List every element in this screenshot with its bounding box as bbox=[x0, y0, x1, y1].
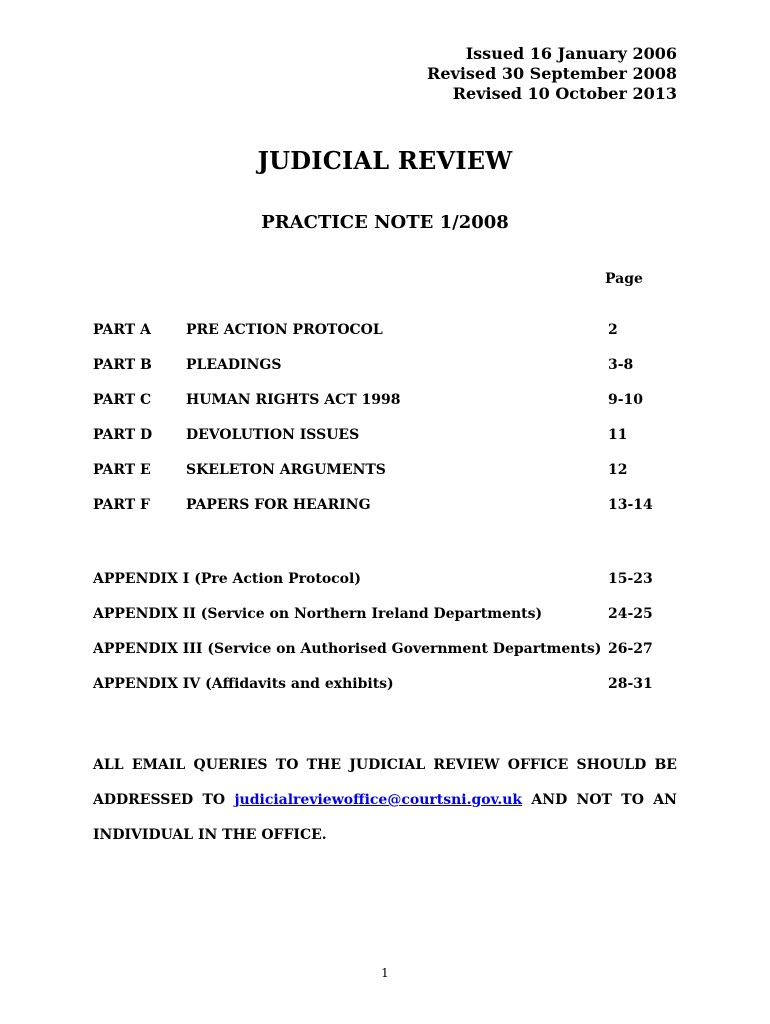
toc-row-part-c bbox=[93, 392, 653, 427]
toc-part-title: PRE ACTION PROTOCOL bbox=[186, 322, 383, 338]
toc-part-label: PART E bbox=[93, 462, 151, 478]
notice-word: JUDICIAL bbox=[349, 757, 426, 773]
appendix-title: APPENDIX II (Service on Northern Ireland Departments) bbox=[93, 606, 543, 622]
toc-part-label: PART B bbox=[93, 357, 152, 373]
notice-word: TO bbox=[275, 757, 299, 773]
toc-part-title: DEVOLUTION ISSUES bbox=[186, 427, 360, 443]
toc-row-part-b bbox=[93, 357, 653, 392]
notice-word: EMAIL bbox=[131, 757, 186, 773]
toc-page-number: 13-14 bbox=[608, 497, 653, 513]
notice-word: NOT bbox=[576, 792, 612, 808]
notice-word: TO bbox=[202, 792, 226, 808]
notice-line-3: INDIVIDUAL IN THE OFFICE. bbox=[93, 827, 327, 843]
notice-word: OFFICE bbox=[507, 757, 569, 773]
appendix-page-number: 24-25 bbox=[608, 606, 653, 622]
notice-word: REVIEW bbox=[433, 757, 500, 773]
toc-row-part-f bbox=[93, 497, 653, 532]
revised-date-2: Revised 10 October 2013 bbox=[452, 84, 677, 103]
appendix-row-3 bbox=[93, 641, 653, 676]
toc-row-part-e bbox=[93, 462, 653, 497]
issued-date: Issued 16 January 2006 bbox=[465, 44, 677, 63]
notice-line-2 bbox=[93, 783, 677, 818]
toc-part-title: HUMAN RIGHTS ACT 1998 bbox=[186, 392, 401, 408]
toc-part-title: PAPERS FOR HEARING bbox=[186, 497, 371, 513]
toc-part-label: PART C bbox=[93, 392, 152, 408]
appendix-page-number: 15-23 bbox=[608, 571, 653, 587]
toc-row-part-d bbox=[93, 427, 653, 462]
toc-page-number: 11 bbox=[608, 427, 628, 443]
notice-word: THE bbox=[306, 757, 341, 773]
notice-word: ALL bbox=[93, 757, 124, 773]
toc-page-number: 3-8 bbox=[608, 357, 634, 373]
notice-word: ADDRESSED bbox=[93, 792, 194, 808]
toc-part-label: PART D bbox=[93, 427, 153, 443]
toc-page-number: 12 bbox=[608, 462, 628, 478]
notice-word: TO bbox=[621, 792, 644, 808]
toc-page-number: 9-10 bbox=[608, 392, 644, 408]
revised-date-1: Revised 30 September 2008 bbox=[427, 64, 677, 83]
appendix-row-1 bbox=[93, 571, 653, 606]
notice-word: BE bbox=[654, 757, 677, 773]
notice-word: SHOULD bbox=[576, 757, 647, 773]
email-link[interactable]: judicialreviewoffice@courtsni.gov.uk bbox=[234, 792, 523, 808]
appendix-page-number: 28-31 bbox=[608, 676, 653, 692]
page-number: 1 bbox=[381, 966, 389, 980]
document-subtitle: PRACTICE NOTE 1/2008 bbox=[261, 212, 509, 233]
toc-part-title: SKELETON ARGUMENTS bbox=[186, 462, 386, 478]
toc-part-title: PLEADINGS bbox=[186, 357, 282, 373]
toc-page-number: 2 bbox=[608, 322, 618, 338]
notice-word: AND bbox=[531, 792, 568, 808]
appendix-title: APPENDIX I (Pre Action Protocol) bbox=[93, 571, 361, 587]
revision-history bbox=[427, 44, 677, 104]
table-of-contents bbox=[93, 322, 653, 532]
email-notice bbox=[93, 748, 677, 853]
appendix-row-2 bbox=[93, 606, 653, 641]
appendix-list bbox=[93, 571, 653, 711]
notice-word: QUERIES bbox=[193, 757, 268, 773]
notice-word: AN bbox=[653, 792, 677, 808]
notice-line-1 bbox=[93, 748, 677, 783]
appendix-title: APPENDIX IV (Affidavits and exhibits) bbox=[93, 676, 394, 692]
page-column-header: Page bbox=[605, 271, 643, 287]
document-title: JUDICIAL REVIEW bbox=[257, 146, 513, 175]
appendix-title: APPENDIX III (Service on Authorised Government Departments) bbox=[93, 641, 602, 657]
appendix-row-4 bbox=[93, 676, 653, 711]
toc-part-label: PART A bbox=[93, 322, 151, 338]
toc-part-label: PART F bbox=[93, 497, 150, 513]
appendix-page-number: 26-27 bbox=[608, 641, 653, 657]
toc-row-part-a bbox=[93, 322, 653, 357]
